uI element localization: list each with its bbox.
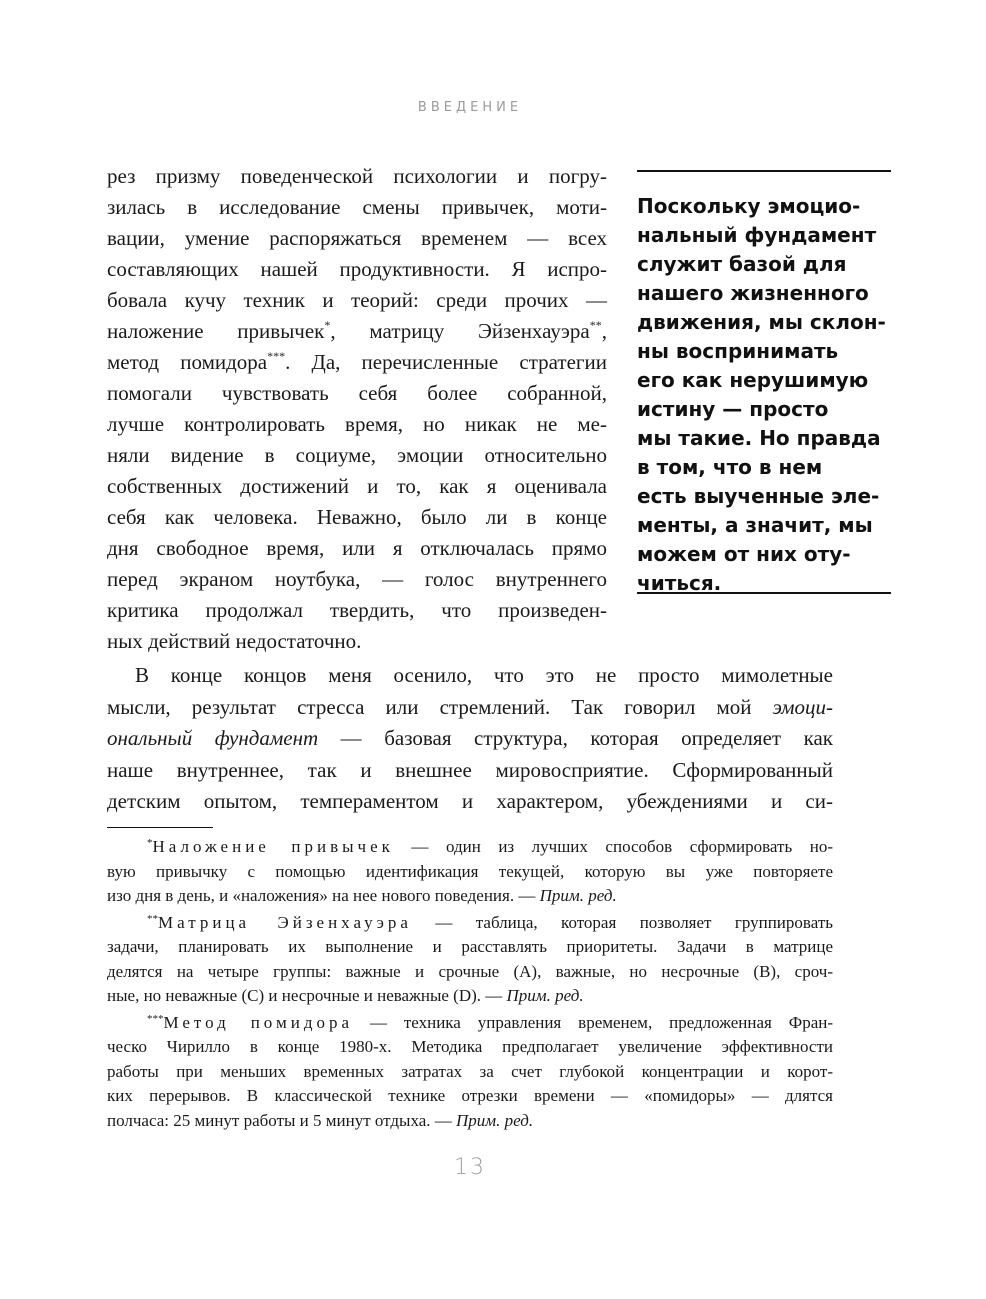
text-line: наше внутреннее, так и внешнее мировосприятие. Сформированный — [107, 757, 833, 782]
inline-text: изо дня в день, и «наложения» на нее нового поведения. — — [107, 886, 540, 905]
text-line: бовала кучу техник и теорий: среди прочих — — [107, 288, 607, 312]
text-line: рез призму поведенческой психологии и погру- — [107, 164, 607, 188]
pull-quote-line: можем от них оту- — [637, 542, 851, 566]
pull-quote — [637, 170, 891, 594]
pull-quote-line: читься. — [637, 571, 722, 595]
footnote-mark: ** — [147, 912, 158, 925]
footnote-mark: *** — [147, 1012, 164, 1025]
inline-text: ные, но неважные (C) и несрочные и неважные (D). — — [107, 986, 507, 1005]
pull-quote-line: менты, а значит, мы — [637, 513, 873, 537]
inline-text: , — [601, 319, 607, 343]
pull-quote-line: ны воспринимать — [637, 339, 839, 363]
text-line: зилась в исследование смены привычек, моти- — [107, 195, 607, 219]
footnote-line: ческо Чирилло в конце 1980-х. Методика предполагает увеличение эффективности — [107, 1037, 833, 1056]
paragraph-full-width — [107, 660, 833, 818]
footnote-line — [107, 884, 833, 909]
inline-text: — таблица, которая позволяет группировать — [411, 912, 833, 932]
pull-quote-line: нальный фундамент — [637, 223, 877, 247]
footnote-2 — [107, 911, 833, 1009]
pull-quote-line: мы такие. Но правда — [637, 426, 881, 450]
footnote-ref: ** — [589, 318, 602, 332]
footnote-line: задачи, планировать их выполнение и расставлять приоритеты. Задачи в матрице — [107, 937, 833, 956]
text-line — [107, 316, 607, 347]
footnote-ref: *** — [267, 349, 286, 363]
text-line: составляющих нашей продуктивности. Я испро- — [107, 257, 607, 281]
footnote-line — [107, 835, 833, 860]
inline-text: метод помидора — [107, 350, 268, 374]
editor-note: Прим. ред. — [456, 1110, 534, 1130]
pull-quote-line: движения, мы склон- — [637, 310, 886, 334]
text-line: критика продолжал твердить, что произведен- — [107, 598, 607, 622]
emphasis-term: эмоци- — [772, 694, 833, 719]
inline-text: . Да, перечисленные стратегии — [285, 350, 607, 374]
page-number: 13 — [454, 1155, 486, 1180]
pull-quote-line: есть выученные эле- — [637, 484, 880, 508]
text-line: перед экраном ноутбука, — голос внутреннего — [107, 567, 607, 591]
pull-quote-line: Поскольку эмоцио- — [637, 194, 861, 218]
inline-text: — техника управления временем, предложенная Фран- — [353, 1012, 833, 1032]
pull-quote-line: в том, что в нем — [637, 455, 823, 479]
inline-text: — базовая структура, которая определяет как — [318, 726, 833, 750]
inline-text: , матрицу Эйзенхауэра — [330, 319, 590, 343]
main-column-text — [107, 161, 607, 657]
running-header: ВВЕДЕНИЕ — [417, 100, 523, 115]
pull-quote-line: нашего жизненного — [637, 281, 869, 305]
inline-text: полчаса: 25 минут работы и 5 минут отдыха. — — [107, 1110, 457, 1130]
footnote-separator — [107, 827, 213, 828]
footnote-line: вую привычку с помощью идентификация текущей, которую вы уже повторяете — [107, 861, 833, 881]
footnote-mark: * — [147, 837, 153, 849]
text-line: детским опытом, темпераментом и характером, убеждениями и си- — [107, 789, 833, 813]
text-line: вации, умение распоряжаться временем — всех — [107, 226, 607, 250]
text-line — [107, 692, 833, 724]
inline-text: наложение привычек — [107, 319, 325, 343]
footnote-term: Матрица Эйзенхауэра — [158, 912, 412, 932]
editor-note: Прим. ред. — [539, 886, 617, 905]
footnote-line: работы при меньших временных затратах за счет глубокой концентрации и корот- — [107, 1061, 833, 1081]
footnote-line — [107, 1011, 833, 1036]
footnote-line: ких перерывов. В классической технике отрезки времени — «помидоры» — длятся — [107, 1086, 833, 1105]
text-line: дня свободное время, или я отключалась прямо — [107, 536, 607, 560]
footnote-ref: * — [324, 318, 331, 332]
footnotes — [107, 835, 833, 1135]
inline-text: мысли, результат стресса или стремлений. Так говорил мой — [107, 694, 773, 719]
footnote-3 — [107, 1011, 833, 1134]
footnote-line: делятся на четыре группы: важные и срочные (A), важные, но несрочные (B), сроч- — [107, 961, 833, 981]
footnote-term: Метод помидора — [163, 1012, 354, 1032]
pull-quote-line: истину — просто — [637, 397, 829, 421]
footnote-line — [107, 911, 833, 936]
footnote-term: Наложение привычек — [152, 837, 394, 856]
text-line: помогали чувствовать себя более собранной, — [107, 381, 607, 405]
text-line: себя как человека. Неважно, было ли в конце — [107, 505, 607, 529]
inline-text: — один из лучших способов сформировать но- — [393, 837, 833, 856]
text-line: лучше контролировать время, но никак не ме- — [107, 412, 607, 436]
footnote-line — [107, 1109, 833, 1134]
text-line — [107, 347, 607, 378]
emphasis-term: ональный фундамент — [107, 726, 319, 750]
footnote-line — [107, 984, 833, 1009]
editor-note: Прим. ред. — [506, 986, 584, 1005]
pull-quote-line: служит базой для — [637, 252, 847, 276]
text-line: няли видение в социуме, эмоции относительно — [107, 443, 607, 467]
text-line: ных действий недостаточно. — [107, 629, 362, 653]
pull-quote-line: его как нерушимую — [637, 368, 869, 392]
text-line — [107, 723, 833, 755]
footnote-1 — [107, 835, 833, 909]
text-line: В конце концов меня осенило, что это не просто мимолетные — [135, 663, 833, 687]
text-line: собственных достижений и то, как я оценивала — [107, 474, 607, 498]
